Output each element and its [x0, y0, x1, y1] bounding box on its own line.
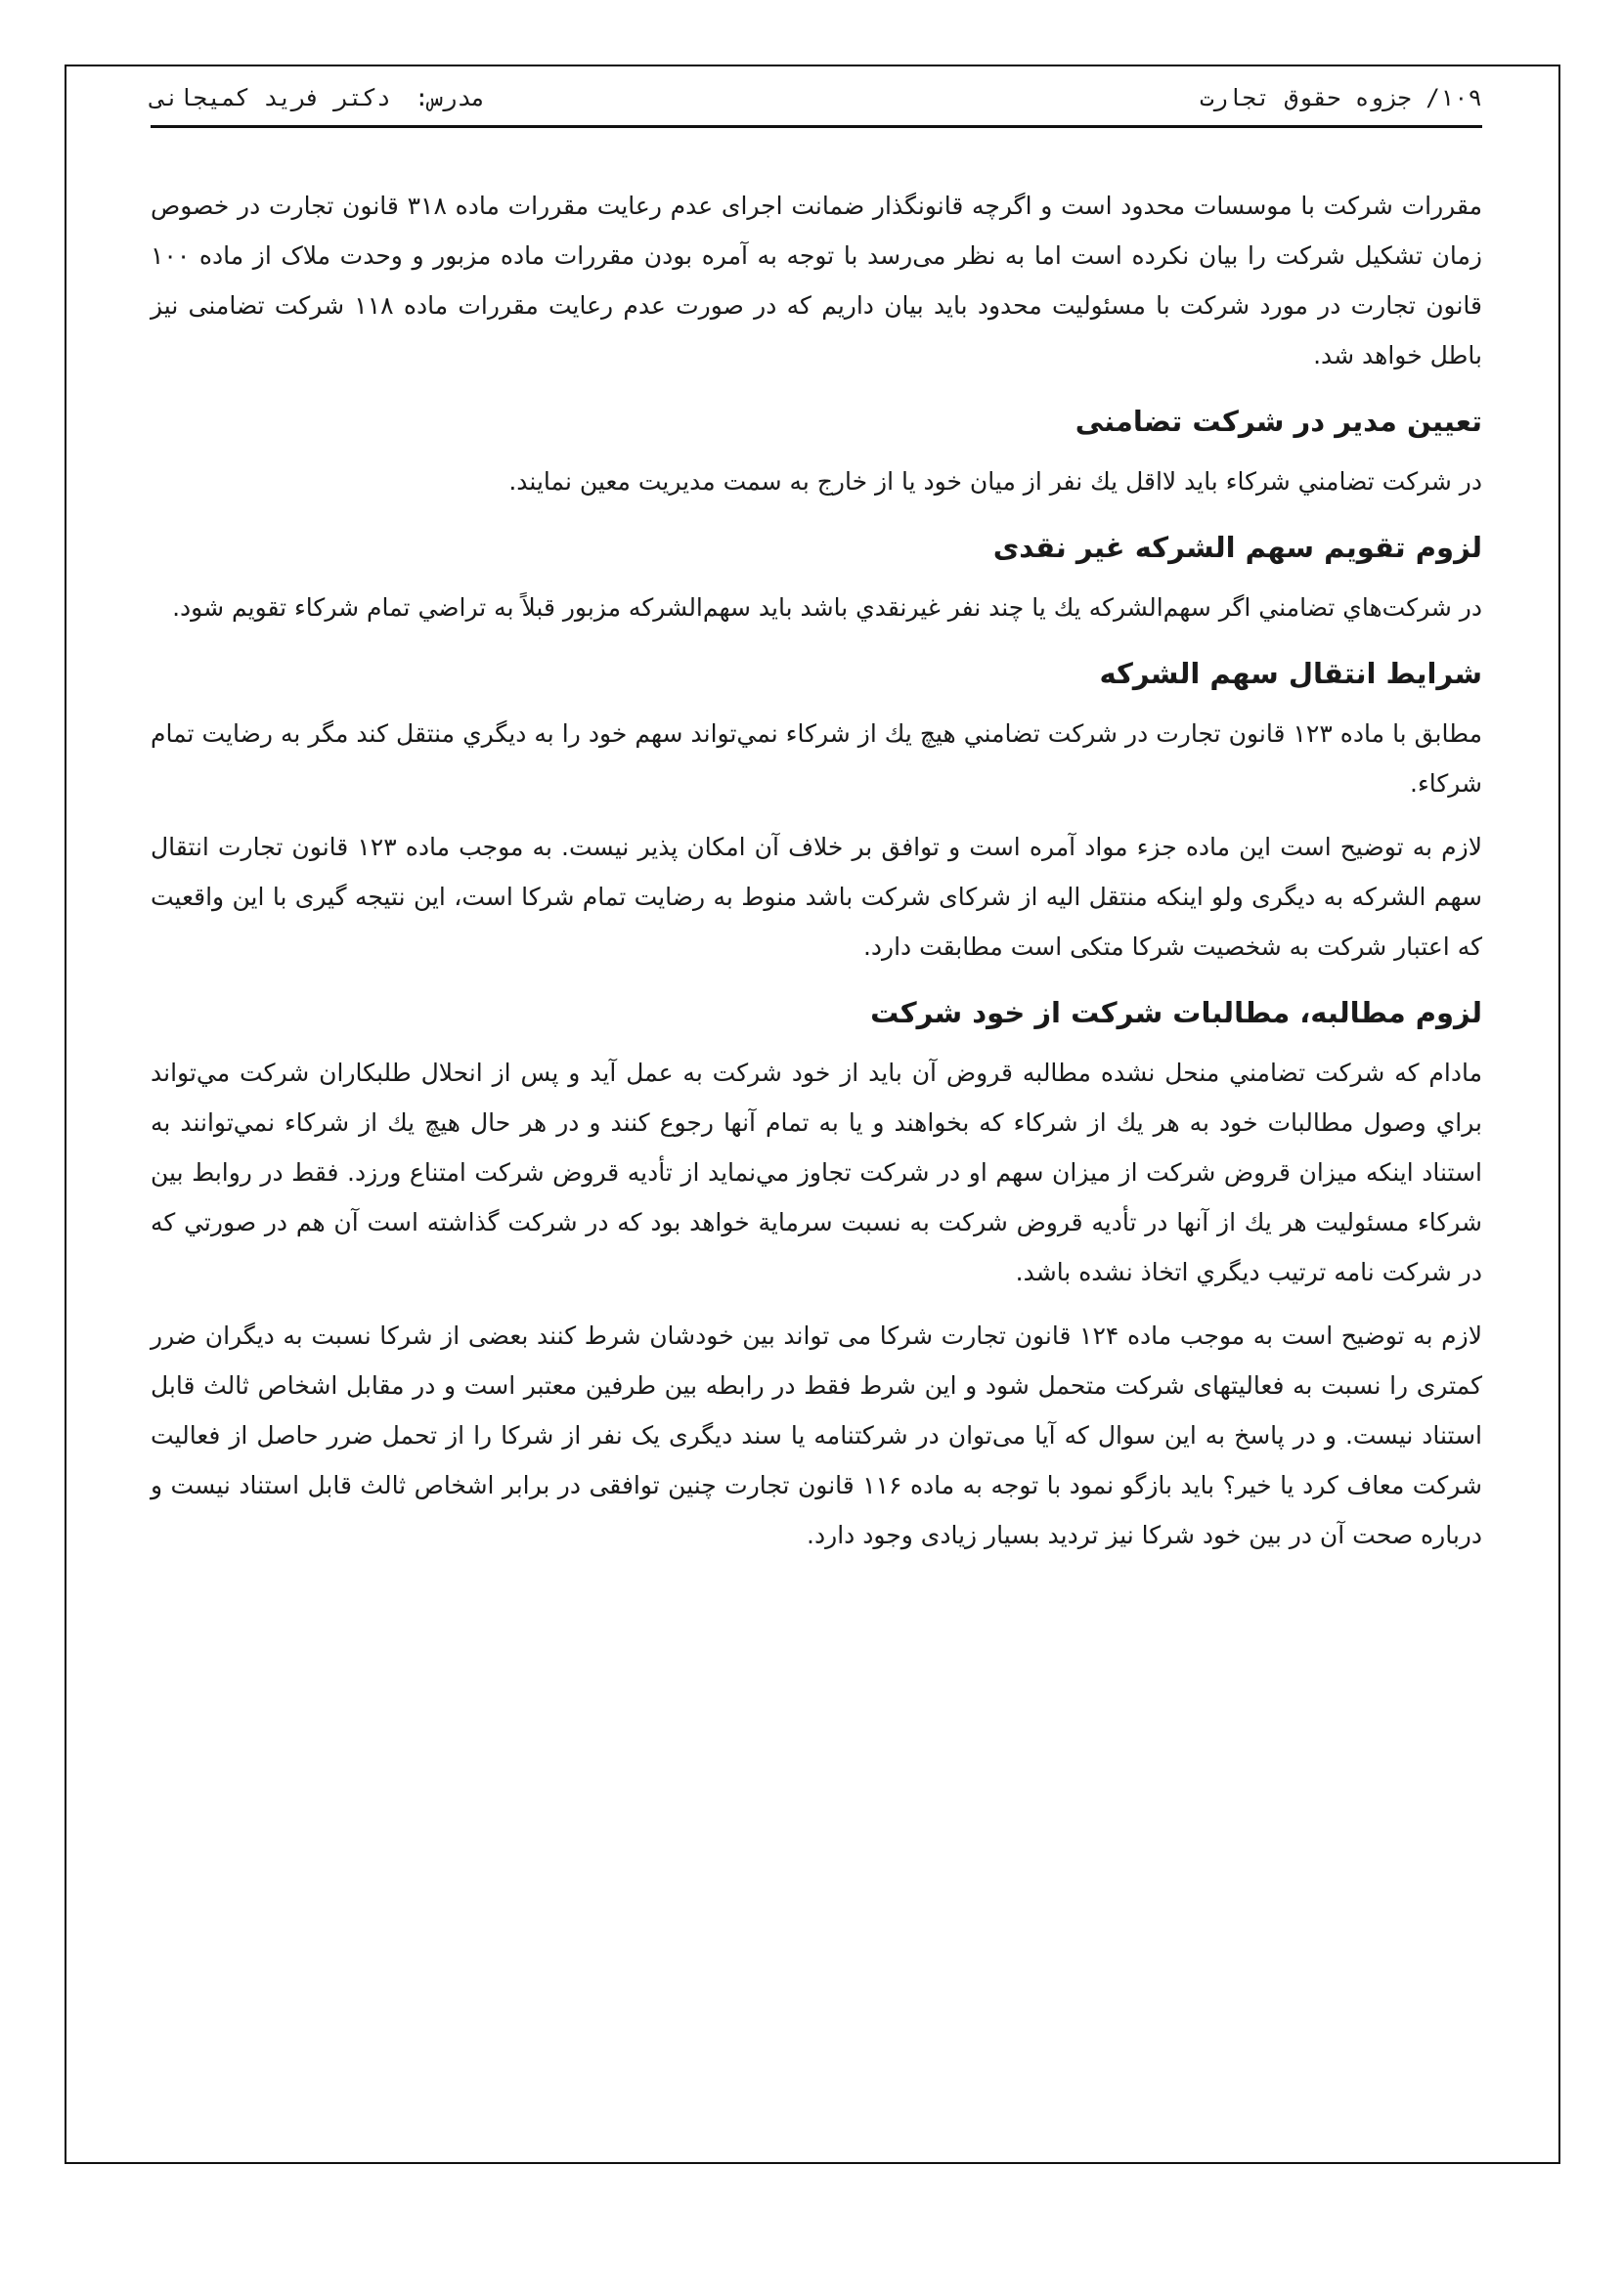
instructor-label: مدرس: [415, 84, 486, 111]
running-header [151, 76, 1482, 128]
page-number: ۱۰۹/ [1426, 84, 1482, 111]
document-body [151, 181, 1482, 1574]
manager-appointment-paragraph: در شركت تضامني شركاء بايد لااقل يك نفر از ميان خود يا از خارج به سمت مديريت معين نمايند. [508, 467, 1482, 496]
instructor-name: دکتر فرید کمیجانی [151, 84, 391, 111]
share-transfer-paragraph-1: مطابق با ماده ۱۲۳ قانون تجارت در شركت تضامني هيچ يك از شركاء نمي‌تواند سهم خود را به ديگري منتقل كند مگر به رضايت تمام شركاء. [151, 719, 1482, 798]
header-instructor [151, 84, 485, 111]
company-debts-paragraph-1: مادام كه شركت تضامني منحل نشده مطالبه قروض آن بايد از خود شركت به عمل آيد و پس از انحلال طلبكاران شركت مي‌تواند براي وصول مطالبات خود به هر يك از شركاء كه بخواهند و يا به تمام آنها رجوع كنند و در هر حال هيچ يك از شركاء نمي‌توانند به استناد اينكه ميزان قروض شركت از ميزان سهم او در شركت تجاوز مي‌نمايد از تأديه قروض شركت امتناع ورزد. فقط در روابط بين شركاء مسئوليت هر يك از آنها در تأديه قروض شركت به نسبت سرماية خواهد بود كه در شركت گذاشته است آن هم در صورتي كه در شركت نامه ترتيب ديگري اتخاذ نشده باشد. [151, 1059, 1482, 1286]
header-booklet-info [1200, 84, 1482, 111]
noncash-share-paragraph: در شركت‌هاي تضامني اگر سهم‌الشركه يك يا چند نفر غيرنقدي باشد بايد سهم‌الشركه مزبور قبلاً به تراضي تمام شركاء تقويم شود. [172, 593, 1482, 622]
section-heading-noncash-share-valuation: لزوم تقویم سهم الشرکه غیر نقدی [992, 531, 1482, 564]
section-heading-company-debts: لزوم مطالبه، مطالبات شرکت از خود شرکت [870, 996, 1482, 1029]
share-transfer-paragraph-2: لازم به توضیح است این ماده جزء مواد آمره است و توافق بر خلاف آن امکان پذیر نیست. به موجب ماده ۱۲۳ قانون تجارت انتقال سهم الشرکه به دیگری ولو اینکه منتقل الیه از شرکای شرکت باشد منوط به رضایت تمام شرکا است، این نتیجه گیری با این واقعیت که اعتبار شرکت به شخصیت شرکا متکی است مطابقت دارد. [151, 833, 1482, 961]
section-heading-share-transfer: شرایط انتقال سهم الشرکه [1099, 657, 1482, 690]
booklet-title: جزوه حقوق تجارت [1199, 84, 1412, 111]
intro-paragraph: مقررات شرکت با موسسات محدود است و اگرچه قانونگذار ضمانت اجرای عدم رعایت مقررات ماده ۳۱۸ قانون تجارت در خصوص زمان تشکیل شرکت را بیان نکرده است اما به نظر می‌رسد با توجه به آمره بودن مقررات ماده مزبور و وحدت ملاک از ماده ۱۰۰ قانون تجارت در مورد شرکت با مسئولیت محدود باید بیان داریم که در صورت عدم رعایت مقررات ماده ۱۱۸ شرکت تضامنی نیز باطل خواهد شد. [151, 192, 1483, 369]
company-debts-paragraph-2: لازم به توضیح است به موجب ماده ۱۲۴ قانون تجارت شرکا می تواند بین خودشان شرط کنند بعضی از شرکا نسبت به دیگران ضرر کمتری را نسبت به فعالیتهای شرکت متحمل شود و این شرط فقط در رابطه بین طرفین معتبر است و در مقابل اشخاص ثالث قابل استناد نیست. و در پاسخ به این سوال که آیا می‌توان در شرکتنامه یا سند دیگری یک نفر از شرکا را از تحمل ضرر حاصل از فعالیت شرکت معاف کرد یا خیر؟ باید بازگو نمود با توجه به ماده ۱۱۶ قانون تجارت چنین توافقی در برابر اشخاص ثالث قابل استناد نیست و درباره صحت آن در بین خود شرکا نیز تردید بسیار زیادی وجود دارد. [151, 1321, 1482, 1549]
section-heading-manager-appointment: تعیین مدیر در شرکت تضامنی [1075, 405, 1482, 438]
